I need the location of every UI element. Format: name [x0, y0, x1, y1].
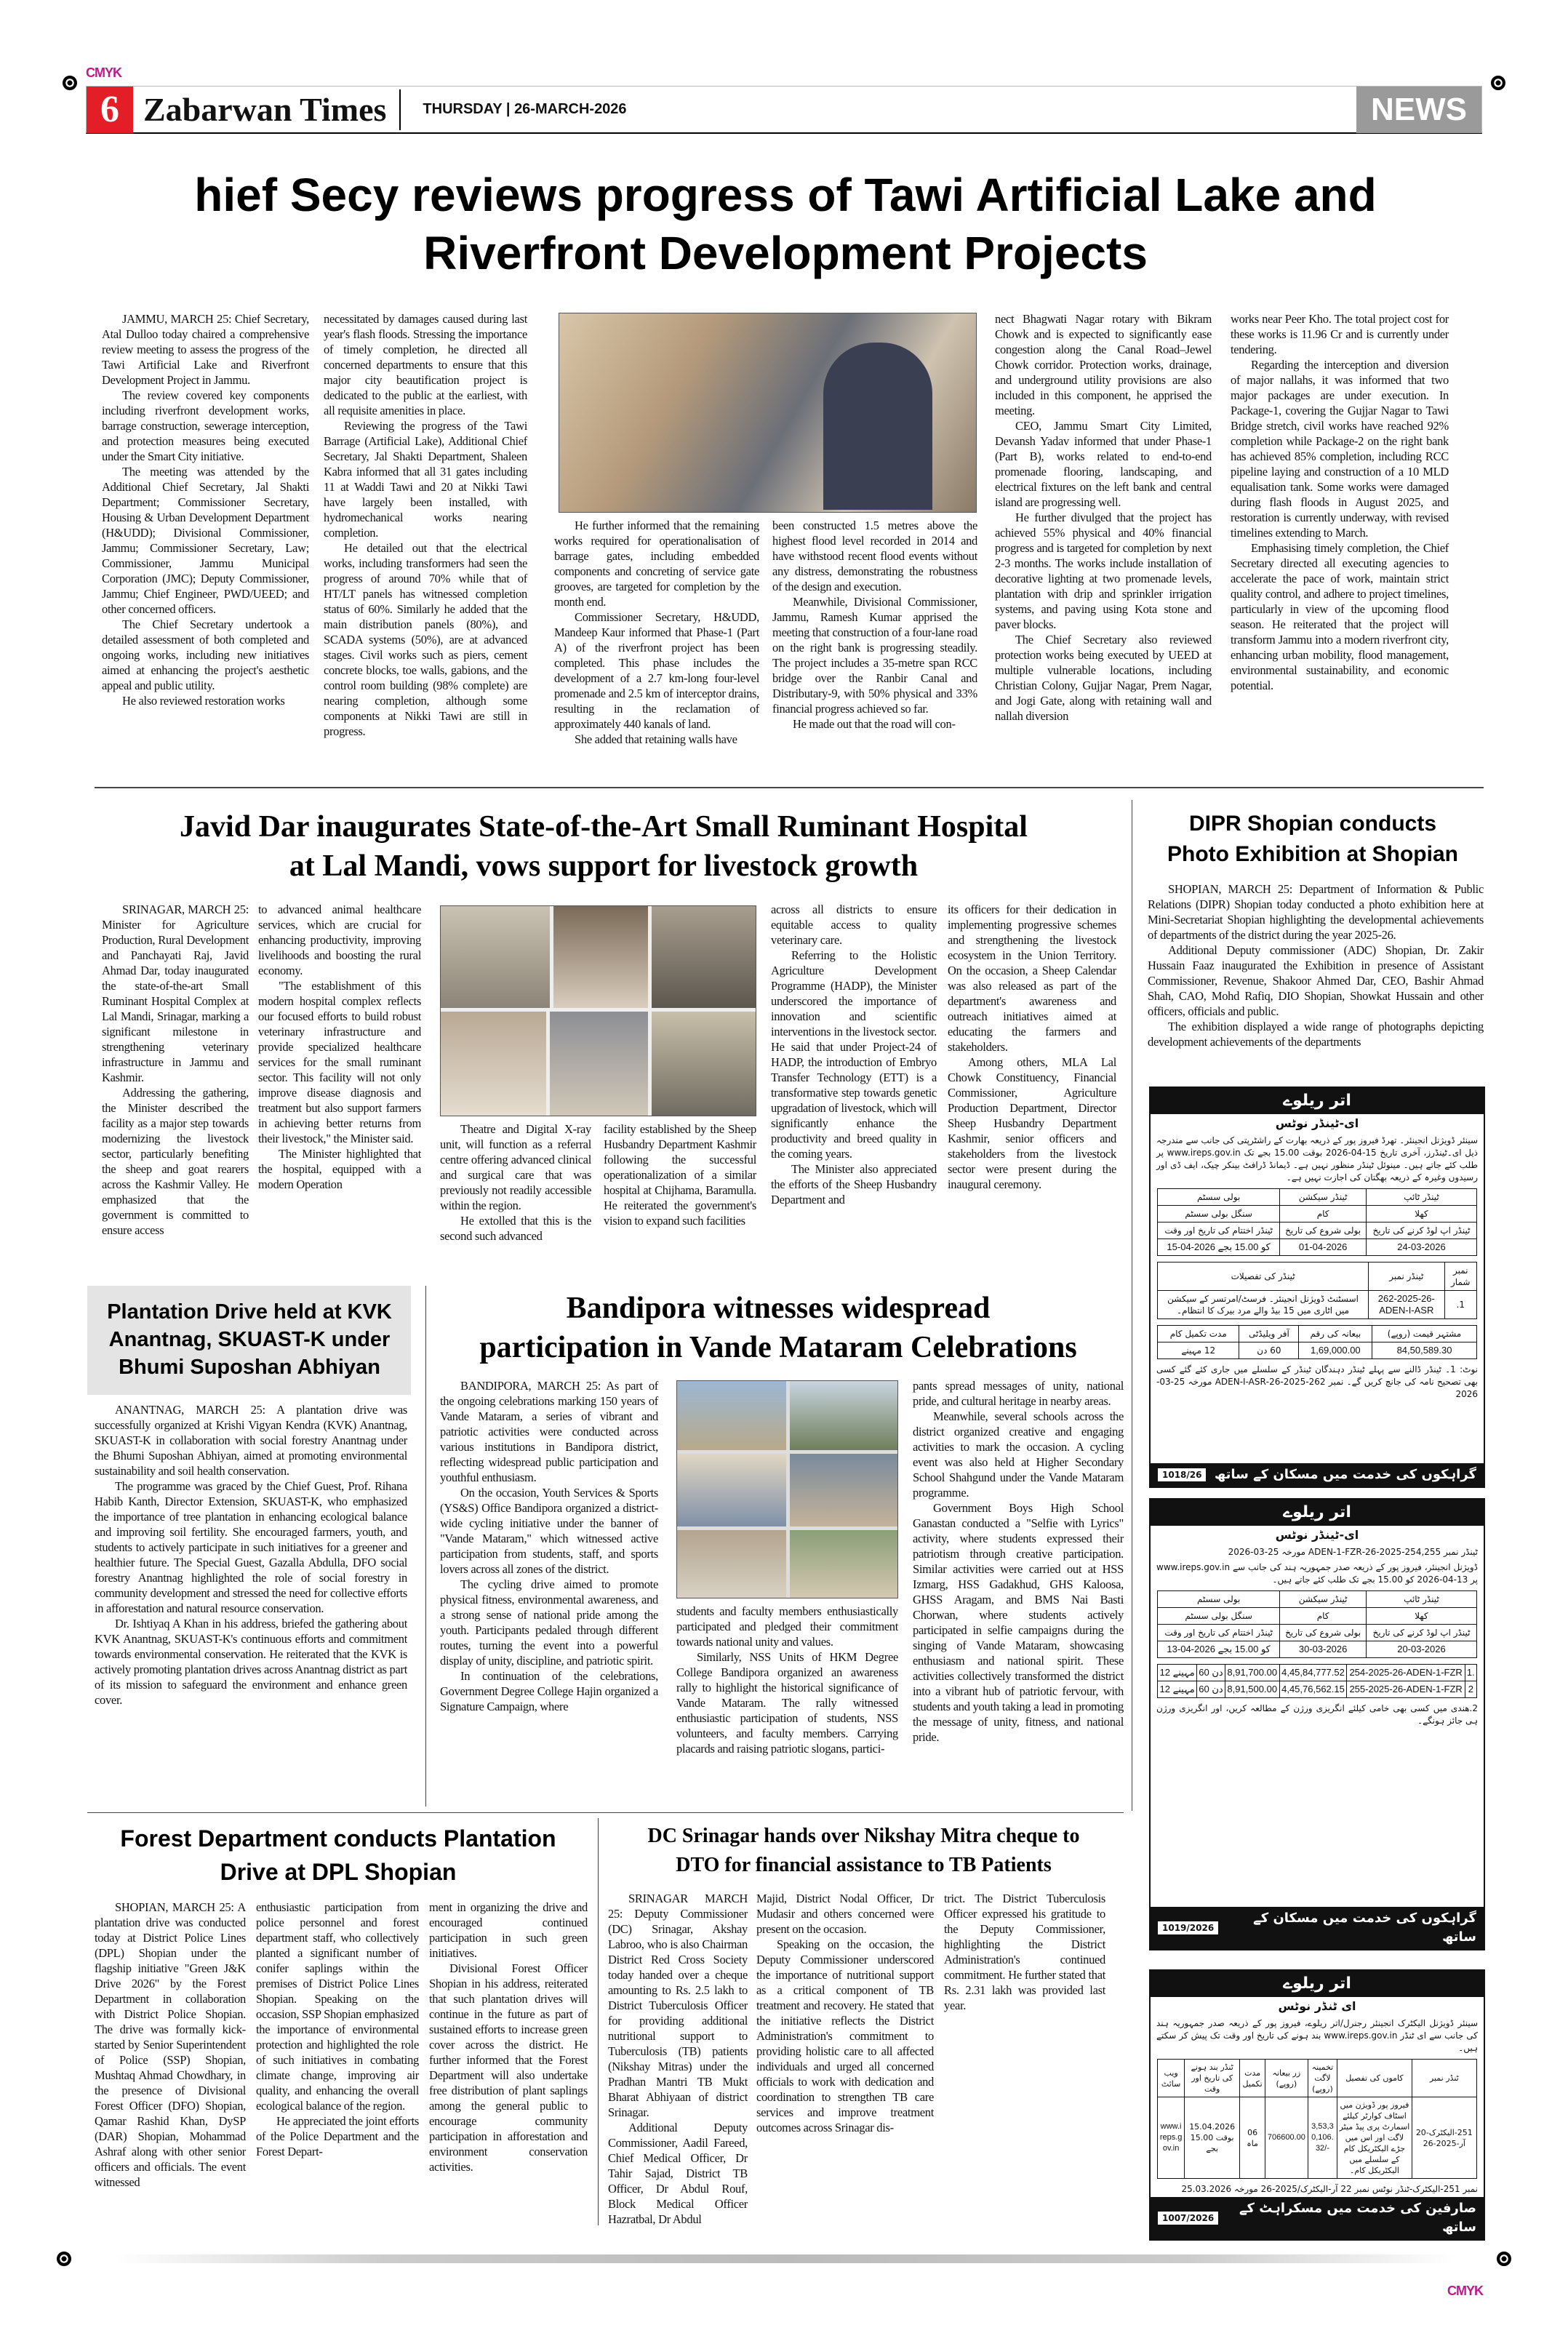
- hospital-inauguration-photos: [440, 905, 756, 1116]
- cell: مدت تکمیل: [1240, 2060, 1265, 2097]
- paragraph: Referring to the Holistic Agriculture Development Programme (HADP), the Minister underscored the importance of innovation and scientific interventions in the livestock sector. He said that under Project-24 of HADP, the introduction of Embryo Transfer Technology (ETT) is a transformative step towards genetic upgradation of livestock, which will significantly enhance the productivity and breed quality in the coming years.: [771, 948, 937, 1161]
- ad-subtitle: ای-ٹینڈر نوٹس: [1275, 1116, 1359, 1130]
- paragraph: On the occasion, Youth Services & Sports (YS&S) Office Bandipora organized a district-wide cycling initiative under the banner of "Vande Mataram," which witnessed active participation from students, staff, and sports lovers across all zones of the district.: [440, 1486, 658, 1576]
- article-column: [1231, 311, 1449, 693]
- paragraph: to advanced animal healthcare services, which are crucial for enhancing productivity, improving livelihoods and boosting the rural economy.: [258, 903, 421, 977]
- paragraph: ANANTNAG, MARCH 25: A plantation drive was successfully organized at Krishi Vigyan Kendra (KVK) Anantnag, SKUAST-K in collaboration with social forestry Anantnag under the Bhumi Suposhan Abhiyan, aimed at promoting environmental sustainability and soil health conservation.: [95, 1403, 407, 1478]
- cell: ٹینڈر اختتام کی تاریخ اور وقت: [1158, 1625, 1280, 1641]
- photo-panel: [677, 1381, 786, 1450]
- cell: ٹینڈر سیکشن: [1280, 1189, 1367, 1206]
- ad-footer: [1151, 2197, 1484, 2239]
- paragraph: BANDIPORA, MARCH 25: As part of the ongoing celebrations marking 150 years of Vande Mataram, a series of vibrant and patriotic activities were conducted across various institutions in Bandipora district, reflecting widespread public participation and youthful enthusiasm.: [440, 1379, 658, 1484]
- cmyk-mark-bottom: CMYK: [1447, 2284, 1483, 2298]
- paragraph: across all districts to ensure equitable access to quality veterinary care.: [771, 903, 937, 947]
- paragraph: He appreciated the joint efforts of the Police Department and the Forest Depart-: [256, 2114, 419, 2158]
- headline-line: Drive at DPL Shopian: [220, 1859, 457, 1885]
- ad-note: 2.ھندی میں کسی بھی خامی کیلئے انگریزی ورژن کے مطالعہ کریں، اور انگریزی ورژن ہی جائز ہونگے۔: [1156, 1703, 1478, 1726]
- article-column: [95, 1900, 246, 2190]
- issue-date-text: 26-MARCH-2026: [514, 101, 627, 117]
- ad-title: اتر ریلوے: [1151, 1500, 1484, 1526]
- ad-number: 1019/2026: [1158, 1921, 1218, 1934]
- color-bar: [116, 2254, 1455, 2263]
- headline-line: Javid Dar inaugurates State-of-the-Art Small Ruminant Hospital: [180, 810, 1028, 844]
- cell: 12 مہینے: [1158, 1681, 1197, 1698]
- paragraph: Reviewing the progress of the Tawi Barrage (Artificial Lake), Additional Chief Secretary, Jal Shakti Department, Shaleen Kabra informed that all 31 gates including 11 at Waddi Tawi and 20 at Nikki Tawi have largely been installed, with hydromechanical works nearing completion.: [324, 419, 527, 540]
- headline-forest: [84, 1822, 593, 1889]
- paragraph: Additional Deputy Commissioner, Aadil Fareed, Chief Medical Officer, Dr Tahir Sajad, District TB Officer, Dr Abdul Rouf, Block Medical Officer Hazratbal, Dr Abdul: [608, 2121, 748, 2226]
- paragraph: The Minister also appreciated the efforts of the Sheep Husbandry Department and: [771, 1162, 937, 1206]
- cell: 60 دن: [1197, 1665, 1225, 1681]
- article-column: [95, 1402, 407, 1708]
- paragraph: The Chief Secretary also reviewed protection works being executed by UEED at multiple vulnerable locations, including Christian Colony, Gujjar Nagar, Prem Nagar, and Jogi Gate, along with retaining wall and nallah diversion: [995, 633, 1212, 723]
- cell: 06 ماہ: [1240, 2097, 1265, 2179]
- headline-plantation: [93, 1298, 406, 1381]
- speaker-figure: [823, 343, 932, 510]
- cell: نمبر شمار: [1444, 1262, 1476, 1291]
- paragraph: The Minister highlighted that the hospital, equipped with a modern Operation: [258, 1147, 421, 1191]
- photo-panel: [652, 1012, 756, 1116]
- paragraph: works near Peer Kho. The total project cost for these works is 11.96 Cr and is currently under tendering.: [1231, 312, 1449, 356]
- article-column: [102, 311, 309, 708]
- paragraph: He extolled that this is the second such advanced: [440, 1214, 591, 1243]
- cell: 251-الیکٹرک-20 آر-2025-26: [1412, 2097, 1476, 2179]
- cell: بولی سسٹم: [1158, 1591, 1280, 1608]
- cmyk-mark: CMYK: [86, 65, 121, 80]
- paper-name: Zabarwan Times: [143, 89, 401, 130]
- paragraph: Commissioner Secretary, H&UDD, Mandeep Kaur informed that Phase-1 (Part A) of the riverfront project has been completed. This phase includes the development of a 2.7 km-long four-level promenade and 2.5 km of interceptor drains, resulting in the reclamation of approximately 440 kanals of land.: [554, 610, 759, 731]
- ad-schedule-table: [1157, 1188, 1477, 1256]
- headline-line: Riverfront Development Projects: [423, 227, 1148, 279]
- photo-panel: [677, 1530, 786, 1598]
- cell: کھلا: [1367, 1608, 1477, 1625]
- cell: آفر ویلیڈٹی: [1239, 1326, 1299, 1342]
- paragraph: nect Bhagwati Nagar rotary with Bikram Chowk and is expected to significantly ease congestion along the Canal Road–Jewel Chowk corridor. Protection works, drainage, and underground utility provisions are also included in this component, he apprised the meeting.: [995, 312, 1212, 417]
- cell: ٹینڈر اپ لوڈ کرنے کی تاریخ: [1367, 1625, 1477, 1641]
- paragraph: SHOPIAN, MARCH 25: A plantation drive was conducted today at District Police Lines (DPL) Shopian under the flagship initiative "Green J&K Drive 2026" by the Forest Department in collaboration with District Police Shopian. The drive was formally kick-started by Senior Superintendent of Police (SSP) Shopian, Mushtaq Ahmad Chowdhary, in the presence of Divisional Forest Officer (DFO) Shopian, Qamar Rashid Khan, DySP (DAR) Shopian, Mohammad Ashraf along with other senior officers and officials. The event witnessed: [95, 1900, 246, 2189]
- paragraph: Meanwhile, several schools across the district organized creative and engaging activities to mark the occasion. A cycling event was also held at Higher Secondary School Shahgund under the Vande Mataram programme.: [913, 1409, 1124, 1500]
- cell: مشتہر قیمت (روپے): [1372, 1326, 1477, 1342]
- ad-body: سینئر ڈویژنل انجینئر۔ تھرڈ فیروز پور کے ذریعہ بھارت کے راشٹرپتی کی جانب سے مندرجہ ذیل ای۔ٹینڈرز، آخری تاریخ 15-04-2026 بوقت 15.00 بجے تک www.ireps.gov.in پر طلب کئے جاتے ہیں۔ مینوئل ٹینڈر منظور نہیں ہے۔ ڈیمانڈ ڈرافٹ بینکر چیک، ایف ڈی اور رسیدوں وغیرہ کے ذریعہ بھگتان کی اجازت نہیں ہے۔: [1156, 1135, 1479, 1182]
- cell: 12 مہینے: [1158, 1665, 1197, 1681]
- paragraph: its officers for their dedication in implementing progressive schemes and strengthening the livestock ecosystem in the Union Territory. On the occasion, a Sheep Calendar was also released as part of the department's awareness and outreach initiatives aimed at educating the farmers and stakeholders.: [948, 903, 1116, 1054]
- cell: ٹینڈر کی تفصیلات: [1158, 1262, 1369, 1291]
- paragraph: pants spread messages of unity, national pride, and cultural heritage in nearby areas.: [913, 1379, 1124, 1408]
- ad-reference: نمبر 251-الیکٹرک-ٹنڈر نوٹس نمبر 22 آر-الیکٹرک/2025-26 مورخہ 25.03.2026: [1181, 2184, 1478, 2194]
- headline-javid: [87, 807, 1120, 886]
- headline-line: DTO for financial assistance to TB Patients: [676, 1854, 1052, 1876]
- cell: بولی سسٹم: [1158, 1189, 1280, 1206]
- page-number: 6: [87, 87, 133, 133]
- cell: 84,50,589.30: [1372, 1342, 1477, 1359]
- ad-footer: [1151, 1907, 1484, 1949]
- cell: 4,45,76,562.15: [1279, 1681, 1347, 1698]
- cell: مدت تکمیل کام: [1158, 1326, 1239, 1342]
- paragraph: Additional Deputy commissioner (ADC) Shopian, Dr. Zakir Hussain Faaz inaugurated the Exhibition in presence of Assistant Commissioner, Revenue, Shakoor Ahmed Dar, CEO, Bashir Ahmad Shah, CAO, Mohd Rafiq, DIO Shopian, Showkat Hussain and other officers, officials and public.: [1148, 943, 1484, 1018]
- ad-reference: ٹینڈر نمبر 254,255-2025-26-ADEN-1-FZR مورخہ 25-03-2026: [1228, 1547, 1478, 1557]
- railway-tender-ad-1: [1149, 1087, 1485, 1488]
- cell: اسسٹنٹ ڈویژنل انجینئر۔ فرسٹ/امرتسر کے سیکشن میں اٹاری میں 15 بیڈ والے مرد بیرک کا انتظام۔: [1158, 1291, 1369, 1319]
- cell: 255-2025-26-ADEN-1-FZR: [1347, 1681, 1465, 1698]
- headline-line: at Lal Mandi, vows support for livestock growth: [289, 849, 919, 883]
- paragraph: Regarding the interception and diversion of major nallahs, it was informed that two major packages are under execution. In Package-1, covering the Gujjar Nagar to Tawi Bridge stretch, civil works have reached 92% completion while Package-2 on the right bank has achieved 85% completion, including RCC pipeline laying and construction of a 10 MLD equalisation tank. Some works were damaged during flash floods in August 2025, and restoration is currently underway, with revised timelines extending to March.: [1231, 358, 1449, 540]
- paragraph: She added that retaining walls have: [575, 732, 737, 746]
- ads-column: [1149, 1087, 1485, 2241]
- headline-line: Forest Department conducts Plantation: [120, 1825, 556, 1852]
- railway-tender-ad-3: [1149, 1969, 1485, 2241]
- headline-dc-srinagar: [604, 1822, 1124, 1880]
- cell: 12 مہینے: [1158, 1342, 1239, 1359]
- paragraph: Divisional Forest Officer Shopian in his address, reiterated that such plantation drives will continue in the future as part of sustained efforts to increase green cover across the district. He further informed that the Forest Department will also undertake free distribution of plant saplings among the general public to encourage community participation in afforestation and environment conservation activities.: [429, 1961, 588, 2174]
- paragraph: The Chief Secretary undertook a detailed assessment of both completed and ongoing works, including new initiatives aimed at enhancing the project's aesthetic appeal and public utility.: [102, 617, 309, 692]
- cell: کام: [1280, 1608, 1367, 1625]
- paragraph: "The establishment of this modern hospital complex reflects our focused efforts to build robust veterinary infrastructure and provide specialized healthcare services for the small ruminant sector. This facility will not only improve disease diagnosis and treatment but also support farmers in achieving better returns from their livestock," the Minister said.: [258, 979, 421, 1145]
- ad-schedule-table: [1157, 1590, 1477, 1658]
- ad-slogan: صارفین کی خدمت میں مسکراہٹ کے ساتھ: [1239, 2201, 1476, 2235]
- paragraph: ment in organizing the drive and encouraged continued participation in such green initiatives.: [429, 1900, 588, 1960]
- cell: www.ireps.gov.in: [1158, 2097, 1185, 2179]
- paragraph: SRINAGAR, MARCH 25: Minister for Agriculture Production, Rural Development and Panchayati Raj, Javid Ahmad Dar, today inaugurated the state-of-the-art Small Ruminant Hospital Complex at Lal Mandi, Srinagar, marking a significant milestone in strengthening veterinary infrastructure in Jammu and Kashmir.: [102, 903, 249, 1084]
- issue-day: THURSDAY: [423, 101, 503, 117]
- cell: سنگل بولی سسٹم: [1158, 1206, 1280, 1222]
- article-column: [554, 518, 759, 747]
- article-column: [429, 1900, 588, 2174]
- meeting-photo: [559, 313, 977, 513]
- ad-title: اتر ریلوے: [1151, 1088, 1484, 1114]
- paragraph: The exhibition displayed a wide range of photographs depicting development achievements of the departments: [1148, 1020, 1484, 1049]
- headline-line: hief Secy reviews progress of Tawi Artificial Lake and: [194, 169, 1377, 221]
- photo-panel: [790, 1454, 898, 1526]
- paragraph: He detailed out that the electrical works, including transformers had seen the progress of around 70% while that of HT/LT panels has witnessed completion status of 60%. Similarly he added that the main distribution panels (80%), and SCADA systems (50%), are at advanced stages. Civil works such as piers, cement concrete blocks, toe walls, gabions, and the control room building (98% complete) are nearing completion, although some components at Nikki Tawi are still in progress.: [324, 541, 527, 738]
- paragraph: Dr. Ishtiyaq A Khan in his address, briefed the gathering about KVK Anantnag, SKUAST-K's continuous efforts and commitment towards environmental conservation. He reiterated that the KVK is actively promoting plantation drives across Anantnag district as part of its mission to safeguard the environment and enhance green cover.: [95, 1617, 407, 1707]
- ad-note: نوٹ: 1۔ ٹینڈر ڈالنے سے پہلے ٹینڈر دہندگان ٹینڈر کے سلسلے میں جاری کئے گئے کسی بھی تصحیح نامہ کی جانچ کریں گے۔ نمبر 262-2025-26-ADEN-I-ASR مورخہ 25-03-2026: [1156, 1364, 1478, 1399]
- article-column: [608, 1891, 748, 2227]
- cell: 706600.00: [1265, 2097, 1308, 2179]
- paragraph: Government Boys High School Ganastan conducted a "Selfie with Lyrics" activity, where students expressed their patriotism through creative participation. Similar activities were carried out at HSS Izmarg, HSS Gadakhud, GHS Kaloosa, GHSS Aragam, and BMS Nai Basti Chorwan, where students actively participated in selfie campaigns during the singing of Vande Mataram, showcasing enthusiasm and national spirit. These activities collectively transformed the district into a vibrant hub of patriotic fervour, with students and youth taking a lead in promoting the message of unity, fitness, and national pride.: [913, 1501, 1124, 1744]
- ad-number: 1018/26: [1158, 1468, 1206, 1481]
- divider: [425, 1286, 426, 1806]
- ad-number: 1007/2026: [1158, 2212, 1218, 2225]
- cell: 8,91,700.00: [1225, 1665, 1279, 1681]
- cell: 30-03-2026: [1280, 1641, 1367, 1658]
- vande-mataram-photos: [676, 1380, 898, 1598]
- paragraph: He also reviewed restoration works: [122, 694, 285, 708]
- cell: بولی شروع کی تاریخ: [1280, 1625, 1367, 1641]
- cell: تخمینہ لاگت (روپے): [1308, 2060, 1337, 2097]
- cell: ٹنڈر نمبر: [1412, 2060, 1476, 2097]
- article-column: [772, 518, 977, 732]
- headline-line: DIPR Shopian conducts: [1188, 812, 1437, 836]
- cell: 1.: [1465, 1665, 1476, 1681]
- cell: 1,69,000.00: [1299, 1342, 1372, 1359]
- paragraph: In continuation of the celebrations, Government Degree College Hajin organized a Signature Campaign, where: [440, 1669, 658, 1713]
- ad-subtitle: ای-ٹینڈر نوٹس: [1275, 1528, 1359, 1542]
- paragraph: The programme was graced by the Chief Guest, Prof. Rihana Habib Kanth, Director Extension, SKUAST-K, who emphasized the importance of tree plantation in enhancing ecological balance and improving soil fertility. She encouraged farmers, youth, and students to actively participate in such initiatives for a greener and healthier future. The Special Guest, Gazalla Abdulla, DFO social forestry Anantnag highlighted the role of social forestry in community development and stressed the need for collective efforts in afforestation and natural resource conservation.: [95, 1479, 407, 1615]
- cell: ٹینڈر سیکشن: [1280, 1591, 1367, 1608]
- ad-footer: [1151, 1463, 1484, 1486]
- cell: 2: [1465, 1681, 1476, 1698]
- cell: بولی شروع کی تاریخ: [1280, 1222, 1367, 1239]
- cell: 15.04.2026 بوقت 15.00 بجے: [1185, 2097, 1240, 2179]
- article-column: [324, 311, 527, 739]
- paragraph: The cycling drive aimed to promote physical fitness, environmental awareness, and a strong sense of national pride among the youth. Participants pedaled through different routes, turning the event into a powerful display of unity, discipline, and patriotic spirit.: [440, 1577, 658, 1668]
- cell: ٹینڈر اختتام کی تاریخ اور وقت: [1158, 1222, 1280, 1239]
- headline-line: Bandipora witnesses widespread: [566, 1292, 991, 1325]
- article-column: [440, 1378, 658, 1714]
- paragraph: Speaking on the occasion, the Deputy Commissioner underscored the importance of nutritional support as a critical component of TB treatment and recovery. He stated that the initiative reflects the District Administration's commitment to providing holistic care to all affected individuals and urged all concerned officials to work with dedication and coordination to strengthen TB care services and improve treatment outcomes across Srinagar dis-: [756, 1937, 934, 2134]
- article-column: [102, 902, 249, 1238]
- paragraph: He made out that the road will con-: [793, 717, 956, 731]
- paragraph: enthusiastic participation from police personnel and forest department staff, who collectively planted a significant number of conifer saplings within the premises of District Police Lines Shopian. Speaking on the occasion, SSP Shopian emphasized the importance of environmental protection and highlighted the role of such initiatives in combating climate change, improving air quality, and enhancing the overall ecological balance of the region.: [256, 1900, 419, 2113]
- registration-mark-bottom-right: [1497, 2252, 1511, 2266]
- ad-tenders-table: [1157, 1664, 1477, 1698]
- paragraph: Addressing the gathering, the Minister described the facility as a major step towards modernizing the livestock sector, particularly benefiting the sheep and goat rearers across the Kashmir Valley. He emphasized that the government is committed to ensure access: [102, 1086, 249, 1237]
- cell: زر بیعانہ (روپے): [1265, 2060, 1308, 2097]
- masthead: [86, 86, 1482, 134]
- cell: 262-2025-26-ADEN-I-ASR: [1369, 1291, 1445, 1319]
- article-column: [995, 311, 1212, 724]
- headline-line: Plantation Drive held at KVK Anantnag, SKUAST-K under Bhumi Suposhan Abhiyan: [107, 1300, 392, 1379]
- paragraph: trict. The District Tuberculosis Officer expressed his gratitude to the Deputy Commissioner, highlighting the District Administration's continued commitment. He further stated that Rs. 2.31 lakh was provided last year.: [944, 1892, 1105, 2012]
- photo-panel: [652, 906, 756, 1008]
- photo-panel: [790, 1530, 898, 1598]
- article-column: [944, 1891, 1105, 2013]
- ad-slogan: گراہکوں کی خدمت میں مسکان کے ساتھ: [1253, 1910, 1476, 1945]
- divider: [95, 787, 1484, 788]
- article-column: [1148, 881, 1484, 1049]
- divider: [87, 1812, 1124, 1813]
- headline-line: participation in Vande Mataram Celebrations: [479, 1331, 1077, 1364]
- cell: کاموں کی تفصیل: [1337, 2060, 1412, 2097]
- cell: ٹینڈر نمبر: [1369, 1262, 1445, 1291]
- ad-body: ڈویژنل انجینئر، فیروز پور کے ذریعہ صدر جمہوریہ ہند کی جانب سے www.ireps.gov.in پر 13-04-2026 کو 15.00 بجے تک طلب کئے جاتے ہیں۔: [1156, 1562, 1478, 1585]
- article-column: [948, 902, 1116, 1192]
- registration-mark-bottom-left: [57, 2252, 71, 2266]
- ad-body: سینئر ڈویژنل الیکٹرک انجینئر رجنرل/اتر ریلوے، فیروز پور کے ذریعہ صدر جمہوریہ ہند کی جانب سے ای ٹنڈر www.ireps.gov.in بند ہونے کی تاریخ اور وقت تک پیش کر سکتے ہیں۔: [1156, 2018, 1479, 2053]
- cell: 24-03-2026: [1367, 1239, 1477, 1256]
- photo-panel: [677, 1454, 786, 1526]
- article-column: [440, 1121, 591, 1244]
- ad-title: اتر ریلوے: [1151, 1971, 1484, 1997]
- registration-mark-right: [1491, 76, 1505, 90]
- cell: کھلا: [1367, 1206, 1477, 1222]
- cell: ٹینڈر اپ لوڈ کرنے کی تاریخ: [1367, 1222, 1477, 1239]
- cell: 60 دن: [1197, 1681, 1225, 1698]
- photo-panel: [790, 1381, 898, 1450]
- cell: بیعانہ کی رقم: [1299, 1326, 1372, 1342]
- paragraph: Theatre and Digital X-ray unit, will function as a referral centre offering advanced clinical and surgical care that was previously not readily accessible within the region.: [440, 1122, 591, 1212]
- cell: کام: [1280, 1206, 1367, 1222]
- paragraph: necessitated by damages caused during last year's flash floods. Stressing the importance of timely completion, he directed all concerned departments to ensure that this major city beautification project is dedicated to the public at the earliest, with all requisite amenities in place.: [324, 312, 527, 417]
- paragraph: been constructed 1.5 metres above the highest flood level recorded in 2014 and have withstood recent flood events without any distress, demonstrating the robustness of the design and execution.: [772, 519, 977, 593]
- cell: 01-04-2026: [1280, 1239, 1367, 1256]
- cell: 3,53,30,106.32/-: [1308, 2097, 1337, 2179]
- paragraph: Meanwhile, Divisional Commissioner, Jammu, Ramesh Kumar apprised the meeting that construction of a four-lane road on the right bank is progressing steadily. The project includes a 35-metre span RCC bridge over the Ranbir Canal and Distributary-9, with 50% physical and 33% financial progress achieved so far.: [772, 595, 977, 716]
- cell: 1.: [1444, 1291, 1476, 1319]
- article-column: [756, 1891, 934, 2135]
- cell: 8,91,500.00: [1225, 1681, 1279, 1698]
- headline-tawi: [73, 166, 1498, 282]
- paragraph: Similarly, NSS Units of HKM Degree College Bandipora organized an awareness rally to highlight the historical significance of Vande Mataram. The rally witnessed enthusiastic participation of students, NSS volunteers, and faculty members. Carrying placards and raising patriotic slogans, partici-: [676, 1650, 898, 1756]
- paragraph: The meeting was attended by the Additional Chief Secretary, Jal Shakti Department; Commissioner Secretary, Housing & Urban Development Department (H&UDD); Divisional Commissioner, Jammu; Commissioner Secretary, Law; Commissioner, Jammu Municipal Corporation (JMC); Deputy Commissioner, Jammu; Chief Engineer, PWD/UEED; and other concerned officers.: [102, 465, 309, 616]
- ad-detail-table: [1157, 1262, 1477, 1319]
- section-label: NEWS: [1356, 87, 1481, 133]
- paragraph: SHOPIAN, MARCH 25: Department of Information & Public Relations (DIPR) Shopian today conducted a photo exhibition here at Mini-Secretariat Shopian highlighting the developmental achievements of departments of the district during the year 2025-26.: [1148, 882, 1484, 942]
- cell: ویب سائٹ: [1158, 2060, 1185, 2097]
- ad-cost-table: [1157, 1325, 1477, 1359]
- cell: 60 دن: [1239, 1342, 1299, 1359]
- paragraph: SRINAGAR MARCH 25: Deputy Commissioner (DC) Srinagar, Akshay Labroo, who is also Chairman District Red Cross Society today handed over a cheque amounting to Rs. 2.5 lakh to District Tuberculosis Officer for providing additional nutritional support to Tuberculosis (TB) patients (Nikshay Mitras) under the Pradhan Mantri TB Mukt Bharat Abhiyaan of district Srinagar.: [608, 1892, 748, 2119]
- cell: ٹینڈر ٹائپ: [1367, 1189, 1477, 1206]
- paragraph: The review covered key components including riverfront development works, barrage construction, sewerage interception, and protection measures being executed under the Smart City initiative.: [102, 388, 309, 463]
- headline-dipr: [1142, 809, 1484, 870]
- cell: 20-03-2026: [1367, 1641, 1477, 1658]
- paragraph: Among others, MLA Lal Chowk Constituency, Financial Commissioner, Agriculture Production Department, Director Sheep Husbandry Department Kashmir, senior officers and stakeholders from the livestock sector were present during the inaugural ceremony.: [948, 1055, 1116, 1191]
- paragraph: JAMMU, MARCH 25: Chief Secretary, Atal Dulloo today chaired a comprehensive review meeting to assess the progress of the Tawi Artificial Lake and Riverfront Development Project in Jammu.: [102, 312, 309, 387]
- photo-panel: [441, 906, 550, 1008]
- article-column: [771, 902, 937, 1207]
- paragraph: Emphasising timely completion, the Chief Secretary directed all executing agencies to accelerate the pace of work, maintain strict quality control, and adhere to project timelines, particularly in view of the upcoming flood season. He reiterated that the project will transform Jammu into a modern riverfront city, enhancing urban mobility, flood management, environmental sustainability, and economic potential.: [1231, 541, 1449, 692]
- cell: 13-04-2026 کو 15.00 بجے: [1158, 1641, 1280, 1658]
- headline-line: DC Srinagar hands over Nikshay Mitra cheque to: [647, 1825, 1080, 1847]
- article-column: [256, 1900, 419, 2159]
- photo-panel: [553, 906, 648, 1008]
- headline-line: Photo Exhibition at Shopian: [1167, 842, 1458, 866]
- railway-tender-ad-2: [1149, 1498, 1485, 1950]
- ad-subtitle: ای ٹنڈر نوٹس: [1278, 1999, 1356, 2013]
- cell: 15-04-2026 کو 15.00 بجے: [1158, 1239, 1280, 1256]
- paragraph: students and faculty members enthusiastically participated and pledged their commitment towards national unity and values.: [676, 1604, 898, 1649]
- paragraph: facility established by the Sheep Husbandry Department Kashmir following the successful operationalization of a similar hospital at Chijhama, Baramulla. He reiterated the government's vision to expand such facilities: [604, 1122, 756, 1228]
- paragraph: Majid, District Nodal Officer, Dr Mudasir and others concerned were present on the occasion.: [756, 1892, 934, 1936]
- cell: ٹینڈر ٹائپ: [1367, 1591, 1477, 1608]
- issue-date: THURSDAY | 26-MARCH-2026: [423, 101, 627, 117]
- paragraph: He further divulged that the project has achieved 55% physical and 40% financial progress and is targeted for completion by next 2-3 months. The works include installation of decorative lighting at two promenade levels, plantation with drip and sprinkler irrigation systems, and paving using Kota stone and paver blocks.: [995, 511, 1212, 631]
- divider: [598, 1818, 599, 2225]
- cell: ٹنڈر بند ہونے کی تاریخ اور وقت: [1185, 2060, 1240, 2097]
- ad-tender-table: [1157, 2059, 1477, 2179]
- cell: 254-2025-26-ADEN-1-FZR: [1347, 1665, 1465, 1681]
- paragraph: He further informed that the remaining works required for operationalisation of barrage gates, including embedded components and concreting of service gate grooves, are targeted for completion by the month end.: [554, 519, 759, 609]
- headline-bandipora: [433, 1289, 1124, 1367]
- cell: 4,45,84,777.52: [1279, 1665, 1347, 1681]
- article-column: [258, 902, 421, 1192]
- ad-slogan: گراہکوں کی خدمت میں مسکان کے ساتھ: [1214, 1467, 1476, 1482]
- photo-panel: [441, 1012, 546, 1116]
- article-column: [604, 1121, 756, 1228]
- paragraph: CEO, Jammu Smart City Limited, Devansh Yadav informed that under Phase-1 (Part B), works related to end-to-end promenade flooring, landscaping, and electrical fixtures on the left bank and central island are progressing well.: [995, 419, 1212, 509]
- photo-panel: [550, 1012, 648, 1116]
- article-column: [676, 1604, 898, 1756]
- cell: فیروز پور ڈویژن میں اسٹاف کوارٹر کیلئے اسمارٹ پری پیڈ میٹر لاگت اور اس میں جڑے الیکٹریکل کام کے سلسلے میں الیکٹریکل کام۔: [1337, 2097, 1412, 2179]
- registration-mark-left: [63, 76, 77, 90]
- article-column: [913, 1378, 1124, 1745]
- cell: سنگل بولی سسٹم: [1158, 1608, 1280, 1625]
